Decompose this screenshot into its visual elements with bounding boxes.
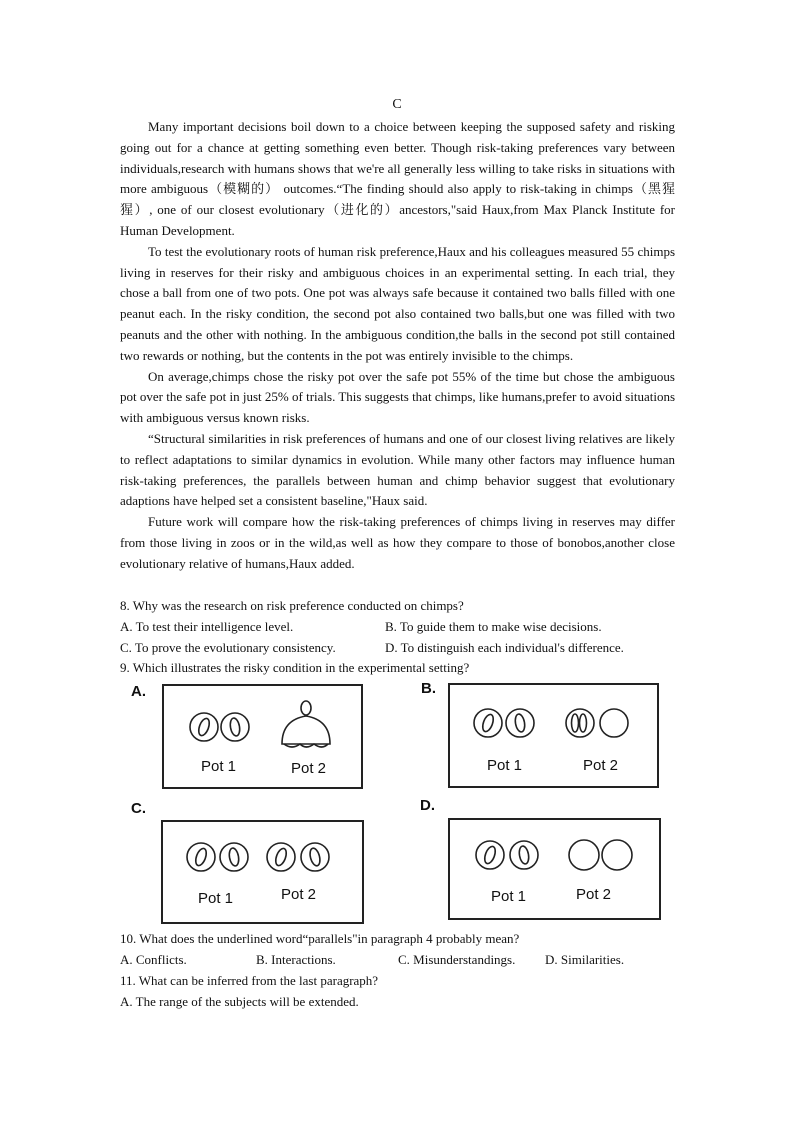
question-9-stem: 9. Which illustrates the risky condition in the experimental setting? <box>120 660 470 675</box>
paragraph-2: To test the evolutionary roots of human risk preference,Haux and his colleagues measured 55 chimps living in reserves for their risky and ambiguous choices in an experimental setting. In each trial, they chose a ball from one of two pots. One pot was always safe because it contained two balls filled with one peanut each. In the risky condition, the second pot also contained two balls,but one was filled with two peanuts and the other with nothing. In the ambiguous condition,the balls in the second pot still contained two rewards or nothing, but the contents in the pot was entirely invisible to the chimps. <box>120 243 675 363</box>
question-9-option-a-figure[interactable] <box>162 684 363 789</box>
pot-2-label: Pot 2 <box>576 886 612 903</box>
option-b-balls <box>450 685 657 786</box>
question-9-option-c-letter[interactable]: C. <box>131 800 146 817</box>
question-10-options <box>120 950 680 971</box>
question-10-option-b[interactable]: B. Interactions. <box>256 951 336 967</box>
peanut-ball <box>221 713 249 741</box>
question-9-option-b-figure[interactable] <box>448 683 659 788</box>
paragraph-3: On average,chimps chose the risky pot over the safe pot 55% of the time but chose the ambiguous pot over the safe pot in just 25% of trials. This suggests that chimps, like humans,prefer to avoid situations with ambiguous versus known risks. <box>120 368 675 426</box>
question-10 <box>120 929 680 971</box>
question-9-option-a-letter[interactable]: A. <box>131 683 146 700</box>
pot-1-label: Pot 1 <box>487 757 523 774</box>
question-9-option-c-figure[interactable] <box>161 820 364 924</box>
option-c-balls <box>163 822 362 922</box>
pot-2-label: Pot 2 <box>583 757 619 774</box>
pot-1-label: Pot 1 <box>491 888 527 905</box>
question-9-option-d-figure[interactable] <box>448 818 661 920</box>
question-8-option-c[interactable]: C. To prove the evolutionary consistency. <box>120 639 336 655</box>
question-8-row-1 <box>120 617 680 638</box>
question-10-option-d[interactable]: D. Similarities. <box>545 951 625 967</box>
question-8-row-2 <box>120 638 680 659</box>
question-10-option-c[interactable]: C. Misunderstandings. <box>398 951 516 967</box>
paragraph-4: “Structural similarities in risk preferences of humans and one of our closest living relatives are likely to reflect adaptations to similar dynamics in evolution. While many other factors may influence human risk-taking preferences, the parallels between human and chimp behavior suggest that evolutionary adaptions have helped set a consistent baseline,"Haux said. <box>120 430 675 509</box>
paragraph-5: Future work will compare how the risk-taking preferences of chimps living in reserves may differ from those living in zoos or in the wild,as well as how they compare to those of bonobos,another close evolutionary relative of humans,Haux added. <box>120 514 675 571</box>
question-8-option-b[interactable]: B. To guide them to make wise decisions. <box>385 618 602 634</box>
pot-1-label: Pot 1 <box>198 890 234 907</box>
paragraph-1: Many important decisions boil down to a choice between keeping the supposed safety and risking going out for a chance at getting something even better. Though risk-taking preferences vary between individuals,research with humans shows that we're all generally less willing to take risks in situations with more ambiguous（模糊的） outcomes.“The finding should also apply to risk-taking in chimps（黑猩猩）, one of our closest evolutionary（进化的）ancestors,"said Haux,from Max Planck Institute for Human Development. <box>120 119 675 238</box>
pot-2-label: Pot 2 <box>281 886 317 903</box>
pot-2-label: Pot 2 <box>291 760 327 777</box>
pot-1-label: Pot 1 <box>201 758 237 775</box>
question-8-stem: 8. Why was the research on risk preference conducted on chimps? <box>120 598 464 613</box>
question-8-option-d[interactable]: D. To distinguish each individual's difference. <box>385 639 624 655</box>
question-9-option-d-letter[interactable]: D. <box>420 797 435 814</box>
option-a-balls <box>164 686 361 787</box>
option-d-balls <box>450 820 659 918</box>
question-8 <box>120 596 680 658</box>
question-8-option-a[interactable]: A. To test their intelligence level. <box>120 618 294 634</box>
question-11-stem: 11. What can be inferred from the last paragraph? <box>120 973 379 988</box>
question-11 <box>120 971 680 1013</box>
question-10-stem: 10. What does the underlined word“parallels"in paragraph 4 probably mean? <box>120 931 520 946</box>
reading-passage <box>120 117 675 575</box>
peanut-ball <box>190 713 218 741</box>
question-9-option-b-letter[interactable]: B. <box>421 680 436 697</box>
question-10-option-a[interactable]: A. Conflicts. <box>120 951 187 967</box>
section-letter: C <box>392 97 402 112</box>
covered-pot <box>282 716 330 744</box>
question-11-option-a[interactable]: A. The range of the subjects will be extended. <box>120 993 359 1009</box>
